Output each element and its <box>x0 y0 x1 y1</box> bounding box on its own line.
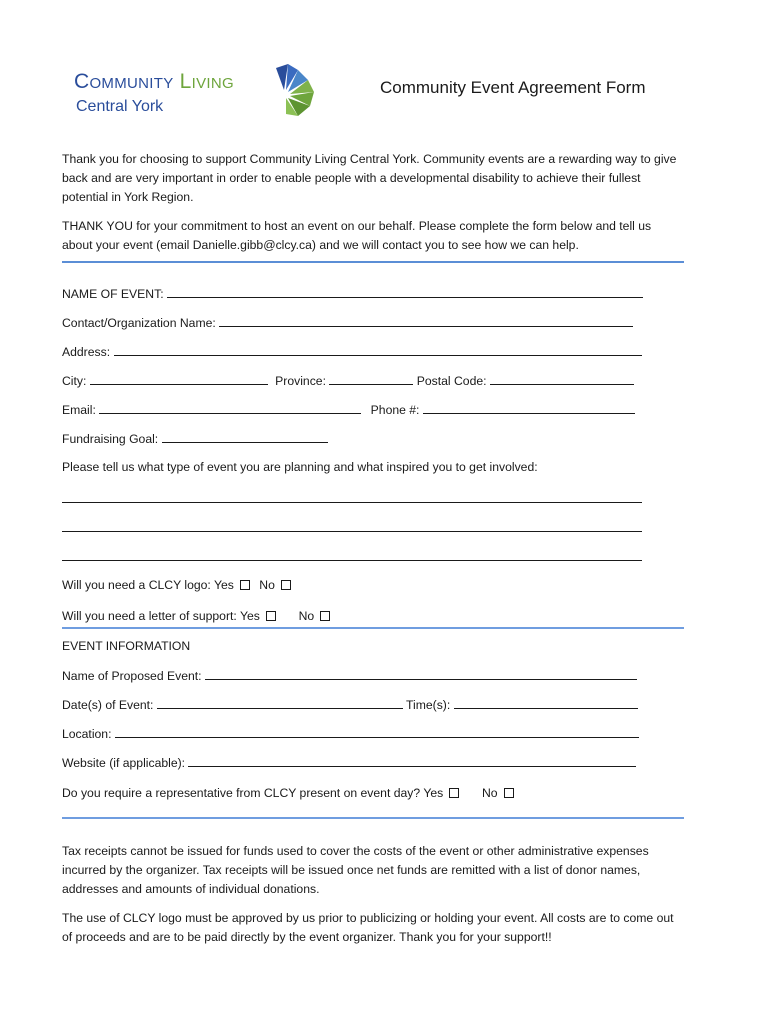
logo-approval-paragraph: The use of CLCY logo must be approved by us prior to publicizing or holding your event. All costs are to come out of proceeds and are to be paid directly by the event organizer. Thank you for your support!! <box>62 911 674 944</box>
postal-input[interactable] <box>490 372 634 385</box>
event-info-heading: EVENT INFORMATION <box>62 639 191 653</box>
logo-word-living: Living <box>179 70 234 93</box>
proposed-event-label: Name of Proposed Event: <box>62 669 202 683</box>
tax-receipt-paragraph: Tax receipts cannot be issued for funds used to cover the costs of the event or other administrative expenses incurred by the organizer. Tax receipts will be issued once net funds are remitted with a list of donor names, addresses and amounts of individual donations. <box>62 844 649 896</box>
event-type-answer-input[interactable] <box>62 519 642 532</box>
event-type-answer-input[interactable] <box>62 548 642 561</box>
representative-question-label: Do you require a representative from CLCY present on event day? <box>62 786 421 800</box>
email-phone-row <box>62 401 635 418</box>
phone-label: Phone #: <box>370 403 420 417</box>
logo-no-checkbox[interactable] <box>281 580 291 590</box>
address-label: Address: <box>62 345 111 359</box>
event-type-answer-line <box>62 519 642 536</box>
rep-yes-label: Yes <box>423 786 444 800</box>
phone-input[interactable] <box>423 401 635 414</box>
logo-yes-checkbox[interactable] <box>240 580 250 590</box>
logo-question-label: Will you need a CLCY logo: <box>62 578 211 592</box>
location-field <box>62 725 639 742</box>
letter-question-label: Will you need a letter of support: <box>62 609 237 623</box>
contact-field <box>62 314 633 331</box>
city-input[interactable] <box>90 372 268 385</box>
event-type-answer-line <box>62 490 642 507</box>
goal-label: Fundraising Goal: <box>62 432 159 446</box>
event-type-question: Please tell us what type of event you are planning and what inspired you to get involved: <box>62 460 538 474</box>
website-input[interactable] <box>188 754 636 767</box>
email-input[interactable] <box>99 401 361 414</box>
logo-word-community: Community <box>74 70 180 93</box>
dates-input[interactable] <box>157 696 403 709</box>
address-input[interactable] <box>114 343 642 356</box>
letter-no-label: No <box>298 609 315 623</box>
contact-input[interactable] <box>219 314 633 327</box>
website-field <box>62 754 636 771</box>
goal-input[interactable] <box>162 430 328 443</box>
logo-yes-label: Yes <box>214 578 234 592</box>
fundraising-goal-field <box>62 430 328 447</box>
organization-logo <box>74 62 314 122</box>
representative-question-row <box>62 785 520 801</box>
event-name-label: NAME OF EVENT: <box>62 287 164 301</box>
section-divider <box>62 817 684 819</box>
rep-no-checkbox[interactable] <box>504 788 514 798</box>
dates-label: Date(s) of Event: <box>62 698 154 712</box>
proposed-event-input[interactable] <box>205 667 637 680</box>
proposed-event-field <box>62 667 637 684</box>
times-input[interactable] <box>454 696 638 709</box>
intro-paragraph: Thank you for choosing to support Community Living Central York. Community events are a rewarding way to give back and are very important in order to enable people with a developmental disability to achieve their fullest potential in York Region. <box>62 152 677 204</box>
event-name-input[interactable] <box>167 285 643 298</box>
event-type-answer-input[interactable] <box>62 490 642 503</box>
contact-label: Contact/Organization Name: <box>62 316 216 330</box>
postal-label: Postal Code: <box>416 374 487 388</box>
form-title: Community Event Agreement Form <box>380 78 646 97</box>
instructions-paragraph: THANK YOU for your commitment to host an event on our behalf. Please complete the form below and tell us about your event (email Danielle.gibb@clcy.ca) and we will contact you to see how we can help. <box>62 219 652 252</box>
city-label: City: <box>62 374 87 388</box>
logo-ray-icon <box>268 62 316 118</box>
logo-wordmark <box>74 70 234 94</box>
dates-times-row <box>62 696 638 713</box>
event-name-field <box>62 285 643 302</box>
email-label: Email: <box>62 403 96 417</box>
province-label: Province: <box>275 374 326 388</box>
section-divider <box>62 627 684 629</box>
event-type-answer-line <box>62 548 642 565</box>
letter-question-row <box>62 608 336 624</box>
logo-no-label: No <box>259 578 275 592</box>
rep-no-label: No <box>482 786 498 800</box>
location-input[interactable] <box>115 725 639 738</box>
letter-yes-label: Yes <box>239 609 260 623</box>
times-label: Time(s): <box>406 698 451 712</box>
location-label: Location: <box>62 727 112 741</box>
city-province-postal-row <box>62 372 634 389</box>
letter-no-checkbox[interactable] <box>320 611 330 621</box>
section-divider <box>62 261 684 263</box>
logo-question-row <box>62 577 297 593</box>
logo-subtitle: Central York <box>76 98 164 115</box>
rep-yes-checkbox[interactable] <box>449 788 459 798</box>
letter-yes-checkbox[interactable] <box>266 611 276 621</box>
address-field <box>62 343 642 360</box>
province-input[interactable] <box>329 372 413 385</box>
website-label: Website (if applicable): <box>62 756 186 770</box>
